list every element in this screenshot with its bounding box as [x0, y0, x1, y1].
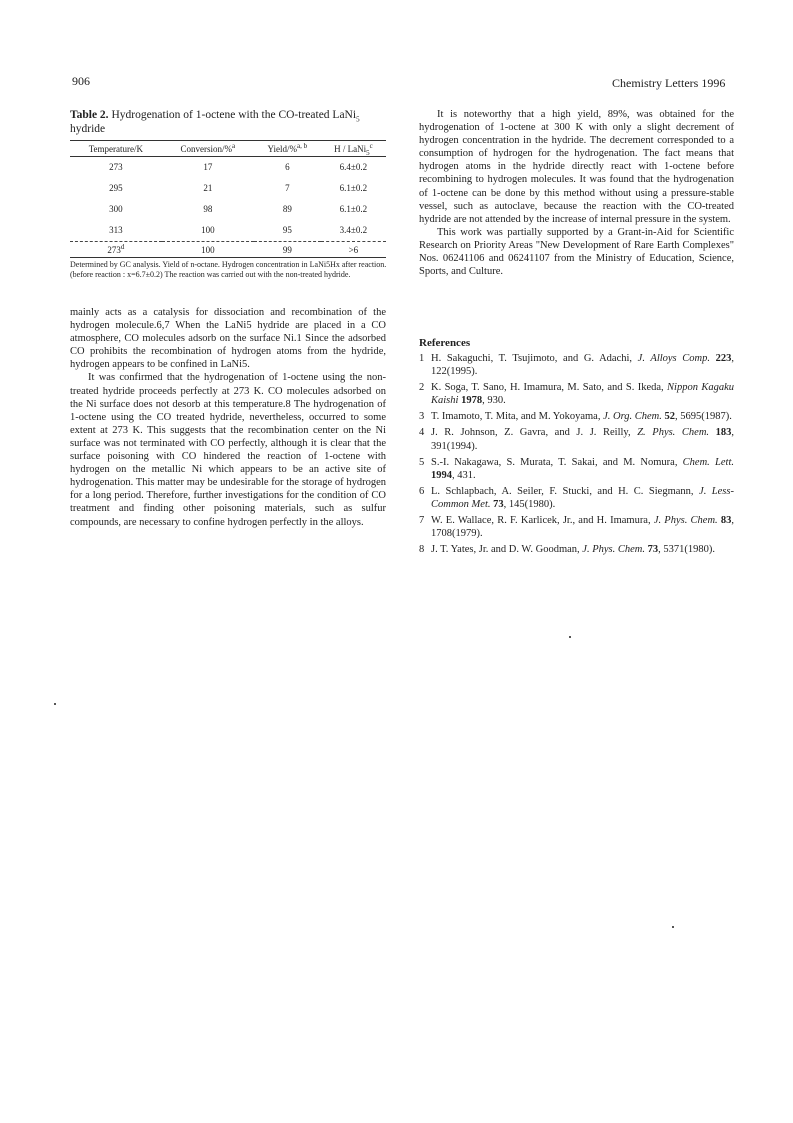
table-cell: 100	[162, 242, 254, 258]
table-caption-subscript: 5	[356, 115, 360, 124]
table-caption-text: Hydrogenation of 1-octene with the CO-treated LaNi	[111, 109, 357, 121]
table-cell: 21	[203, 183, 213, 193]
table-caption	[70, 108, 388, 136]
page-number: 906	[72, 74, 90, 88]
table-row	[70, 199, 386, 220]
column-header: Temperature/K	[70, 141, 162, 157]
hydrogenation-table	[70, 140, 386, 258]
table-cell: >6	[321, 242, 386, 258]
left-column-text	[70, 306, 386, 529]
table-cell: 17	[203, 162, 213, 172]
table-cell: 313	[109, 225, 123, 235]
reference-item: 4 J. R. Johnson, Z. Gavra, and J. J. Reilly, Z. Phys. Chem. 183, 391(1994).	[419, 427, 734, 452]
scan-speck	[672, 926, 674, 928]
table-cell: 273	[109, 162, 123, 172]
table-cell: 95	[282, 225, 292, 235]
right-column-text	[419, 108, 734, 278]
table-cell: 3.4±0.2	[339, 225, 368, 235]
table-cell: 300	[109, 204, 123, 214]
column-header: H / LaNi$_5^c$	[321, 141, 386, 157]
table-row-control	[70, 242, 386, 258]
references-heading: References	[419, 337, 471, 349]
table-caption-text2: hydride	[70, 123, 106, 135]
scan-speck	[569, 636, 571, 638]
reference-item: 5 S.-I. Nakagawa, S. Murata, T. Sakai, and M. Nomura, Chem. Lett. 1994, 431.	[419, 456, 734, 481]
reference-item: 3 T. Imamoto, T. Mita, and M. Yokoyama, J. Org. Chem. 52, 5695(1987).	[419, 411, 732, 423]
column-header: Conversion/%$^a$	[162, 141, 254, 157]
table-cell: 6	[285, 162, 290, 172]
table-caption-label: Table 2.	[70, 109, 109, 121]
reference-item: 8 J. T. Yates, Jr. and D. W. Goodman, J. Phys. Chem. 73, 5371(1980).	[419, 544, 715, 556]
reference-item: 6 L. Schlapbach, A. Seiler, F. Stucki, and H. C. Siegmann, J. Less-Common Met. 73, 145(1980).	[419, 485, 734, 510]
table-row	[70, 178, 386, 199]
paragraph: It was confirmed that the hydrogenation of 1-octene using the non-treated hydride proceeds perfectly at 273 K. CO molecules adsorbed on the Ni surface does not desorb at this temperature.8 The hydrogenation of 1-octene using the CO treated hydride, nevertheless, occurred to some extent at 273 K. This suggests that the recombination center on the Ni surface was not terminated with CO perfectly, although it is clear that the surface poisoning with CO hindered the reaction of 1-octene with hydrogen on the metallic Ni which appears to be an active site of hydrogenation. This matter may be undesirable for the storage of hydrogen for a long period. Therefore, further investigations for the condition of CO treatment and finding other poisoning materials, such as sulfur compounds, are necessary to confine hydrogen perfectly in the alloys.	[70, 372, 386, 528]
table-cell: 7	[285, 183, 290, 193]
acknowledgment: This work was partially supported by a Grant-in-Aid for Scientific Research on Priority Areas "New Development of Rare Earth Complexes" Nos. 06241106 and 06241107 from the Ministry of Education, Science, Sports, and Culture.	[419, 226, 734, 278]
table-cell: 6.1±0.2	[339, 204, 368, 214]
table-cell: 6.1±0.2	[339, 183, 368, 193]
reference-item: 7 W. E. Wallace, R. F. Karlicek, Jr., and H. Imamura, J. Phys. Chem. 83, 1708(1979).	[419, 515, 735, 540]
journal-name: Chemistry Letters 1996	[612, 76, 726, 90]
reference-item: 1 H. Sakaguchi, T. Tsujimoto, and G. Adachi, J. Alloys Comp. 223, 122(1995).	[419, 353, 735, 378]
table-cell: 273$^d$	[70, 242, 162, 258]
table-cell: 89	[282, 204, 292, 214]
reference-item: 2 K. Soga, T. Sano, H. Imamura, M. Sato, and S. Ikeda, Nippon Kagaku Kaishi 1978, 930.	[419, 382, 734, 407]
table-cell: 100	[201, 225, 215, 235]
table-row	[70, 157, 386, 179]
column-header: Yield/%$^{a, b}$	[254, 141, 321, 157]
scan-speck	[54, 703, 56, 705]
table-cell: 295	[109, 183, 123, 193]
table-footnotes: Determined by GC analysis. Yield of n-octane. Hydrogen concentration in LaNi5Hx after reaction. (before reaction : x=6.7±0.2) The reaction was carried out with the non-treated hydride.	[70, 260, 387, 279]
references-list	[419, 352, 734, 559]
table-cell: 98	[203, 204, 213, 214]
table-block	[70, 108, 388, 280]
paragraph: It is noteworthy that a high yield, 89%, was obtained for the hydrogenation of 1-octene at 300 K with only a slight decrement of hydrogen concentration in the hydride. The decrement corresponded to a consumption of hydrogen for the hydrogenation. The fact means that hydrogen atoms in the hydride directly react with 1-octene before recombining to hydrogen molecules. It was found that the hydrogenation of 1-octene can be done by this method without using a pressure-stable vessel, such as autoclave, because the reaction with the CO-treated hydride are not attended by the increase of internal pressure in the system.	[419, 109, 734, 225]
table-row	[70, 220, 386, 242]
paragraph: mainly acts as a catalysis for dissociation and recombination of the hydrogen molecule.6,7 When the LaNi5 hydride are placed in a CO atmosphere, CO molecules adsorb on the surface Ni.1 Since the adsorbed CO prohibits the recombination of hydrogen atoms from the hydride, hydrogen appears to be confined in LaNi5.	[70, 307, 386, 371]
table-header-row	[70, 141, 386, 157]
table-cell: 99	[254, 242, 321, 258]
table-cell: 6.4±0.2	[339, 162, 368, 172]
